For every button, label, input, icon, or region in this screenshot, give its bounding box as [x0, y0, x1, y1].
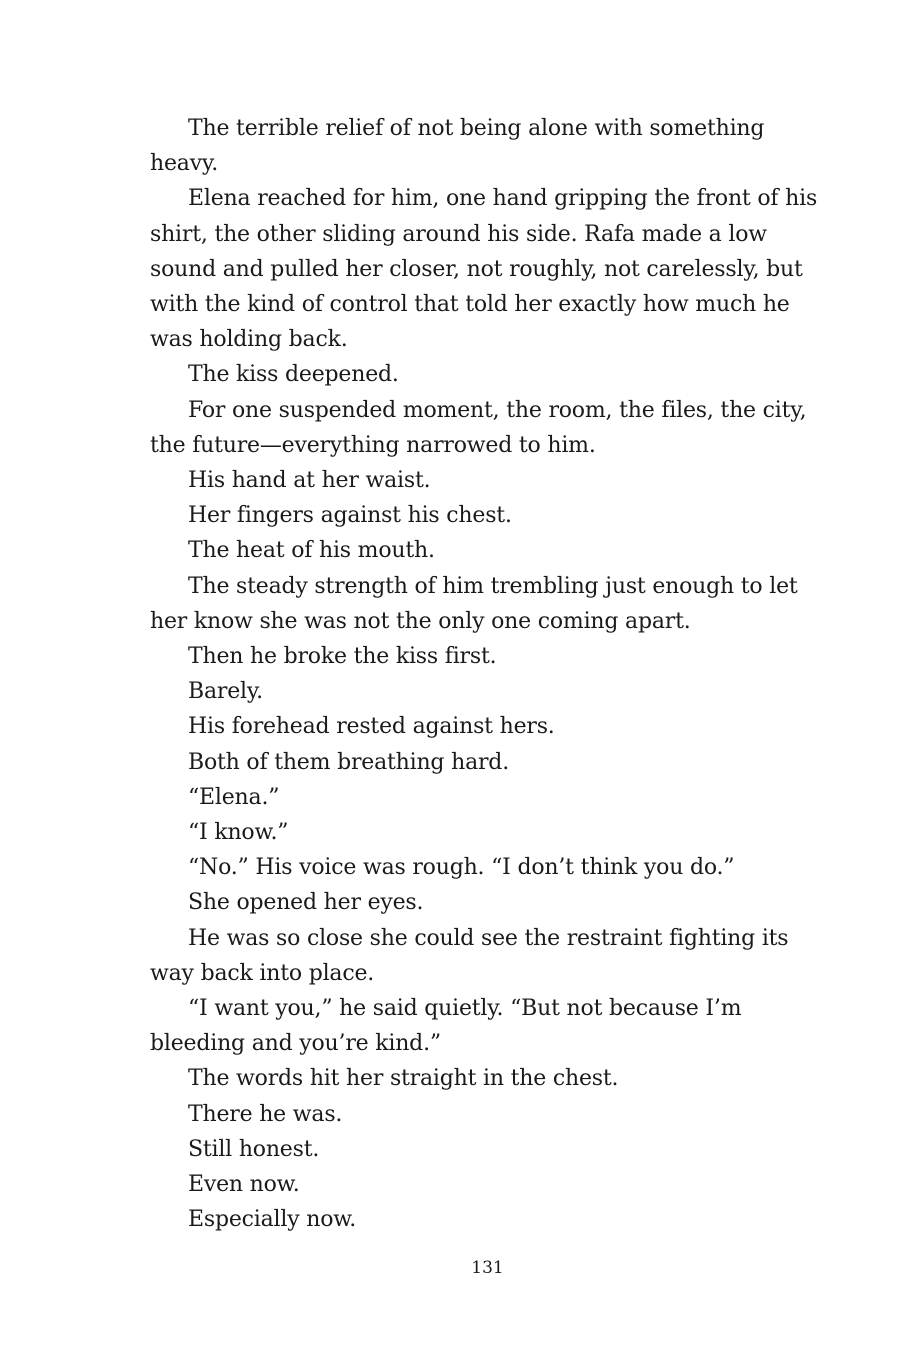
paragraph: Still honest.: [188, 1136, 320, 1162]
paragraph: There he was.: [188, 1101, 343, 1127]
paragraph: For one suspended moment, the room, the files, the city, the future—everything narrowed to him.: [150, 397, 807, 458]
body-text: [150, 111, 826, 1238]
paragraph: “Elena.”: [188, 784, 280, 810]
paragraph: “I know.”: [188, 820, 289, 846]
paragraph: Barely.: [188, 679, 263, 705]
paragraph: Then he broke the kiss first.: [188, 644, 497, 670]
paragraph: The steady strength of him trembling just enough to let her know she was not the only one coming apart.: [150, 573, 798, 634]
paragraph: His hand at her waist.: [188, 468, 431, 494]
paragraph: The heat of his mouth.: [188, 538, 435, 564]
paragraph: Her fingers against his chest.: [188, 503, 512, 529]
page-number: 131: [471, 1258, 504, 1278]
paragraph: “No.” His voice was rough. “I don’t think you do.”: [188, 855, 735, 881]
paragraph: He was so close she could see the restraint fighting its way back into place.: [150, 925, 789, 986]
paragraph: His forehead rested against hers.: [188, 714, 555, 740]
paragraph: Even now.: [188, 1172, 300, 1198]
paragraph: The words hit her straight in the chest.: [188, 1066, 619, 1092]
paragraph: Elena reached for him, one hand gripping the front of his shirt, the other sliding around his side. Rafa made a low sound and pulled her closer, not roughly, not carelessly, but with the kind of control that told her exactly how much he was holding back.: [150, 186, 818, 353]
paragraph: “I want you,” he said quietly. “But not because I’m bleeding and you’re kind.”: [150, 996, 742, 1057]
paragraph: The kiss deepened.: [188, 362, 399, 388]
paragraph: Both of them breathing hard.: [188, 749, 509, 775]
paragraph: Especially now.: [188, 1207, 357, 1233]
paragraph: She opened her eyes.: [188, 890, 424, 916]
paragraph: The terrible relief of not being alone with something heavy.: [150, 116, 765, 177]
